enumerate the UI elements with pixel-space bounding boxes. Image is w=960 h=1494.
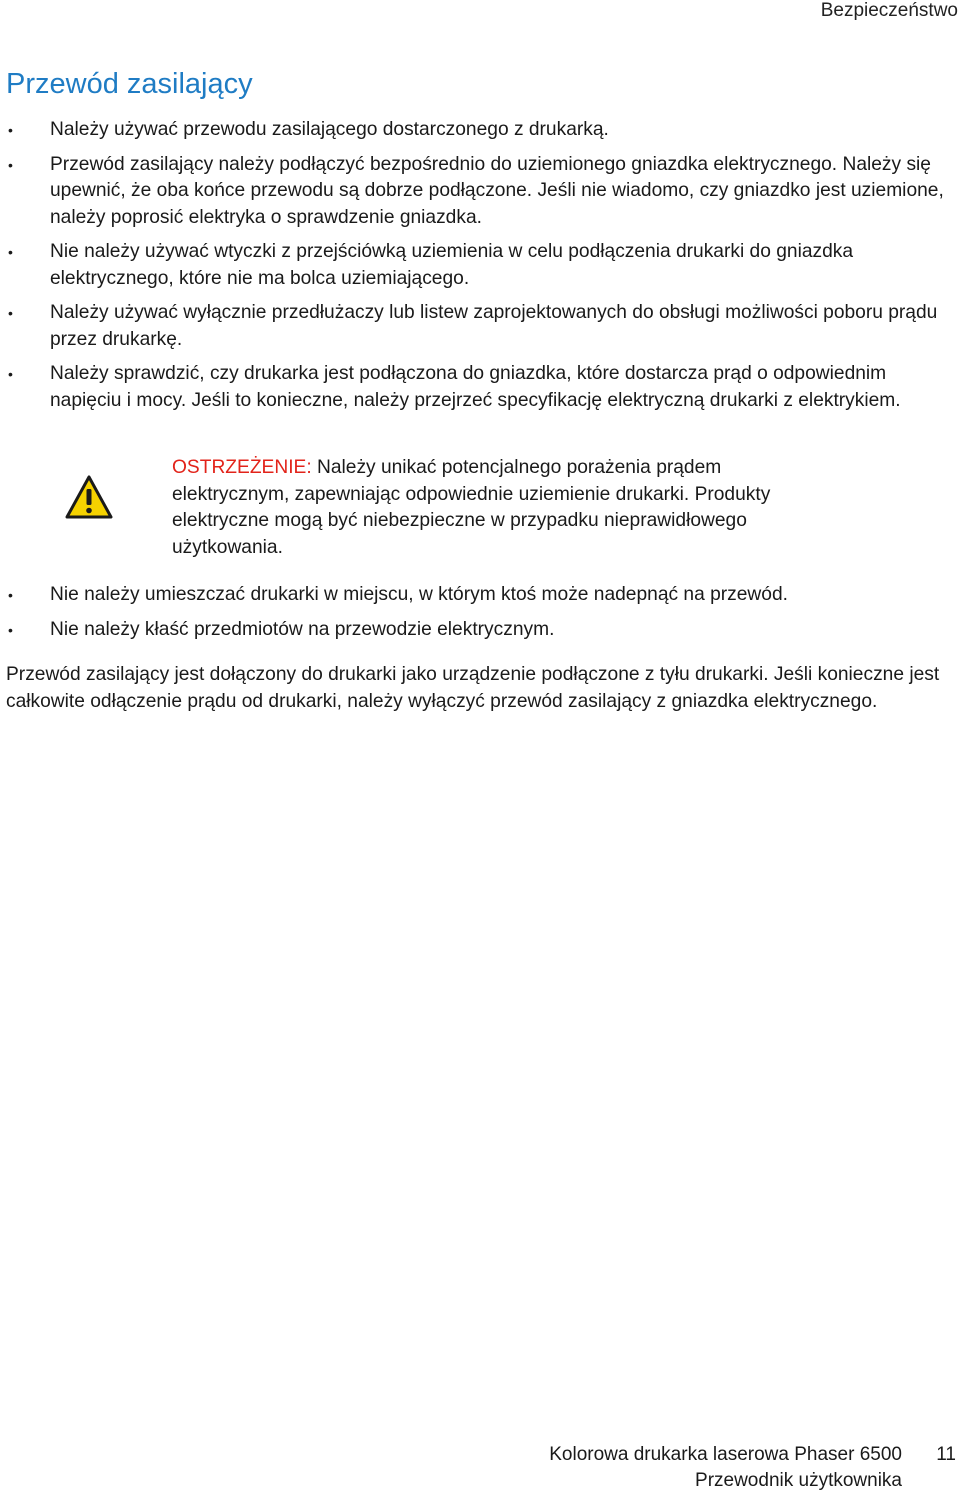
bullet-icon: • [8,244,13,260]
warning-label: OSTRZEŻENIE: [172,457,312,478]
list-item [0,239,960,292]
running-header: Bezpieczeństwo [820,0,958,21]
list-item-text: Należy używać wyłącznie przedłużaczy lub listew zaprojektowanych do obsługi możliwości poboru prądu przez drukarkę. [50,302,938,350]
requirements-list-bottom [0,582,960,651]
list-item-text: Przewód zasilający należy podłączyć bezpośrednio do uziemionego gniazdka elektrycznego. Należy się upewnić, że oba końce przewodu są dobrze podłączone. Jeśli nie wiadomo, czy gniazdko jest uziemione, należy poprosić elektryka o sprawdzenie gniazdka. [50,153,944,228]
list-item-text: Nie należy umieszczać drukarki w miejscu, w którym ktoś może nadepnąć na przewód. [50,584,788,605]
page-footer [0,1442,960,1492]
warning-triangle-icon [65,475,113,519]
list-item-text: Nie należy używać wtyczki z przejściówką uziemienia w celu podłączenia drukarki do gniazdka elektrycznego, które nie ma bolca uziemiającego. [50,241,854,289]
list-item [0,361,960,414]
list-item-text: Należy używać przewodu zasilającego dostarczonego z drukarką. [50,119,609,140]
closing-paragraph: Przewód zasilający jest dołączony do drukarki jako urządzenie podłączone z tyłu drukarki. Jeśli konieczne jest całkowite odłączenie prądu od drukarki, należy wyłączyć przewód zasilający z gniazdka elektrycznego. [6,664,940,712]
requirements-list-top [0,117,960,422]
footer-title [549,1442,902,1494]
footer-product: Kolorowa drukarka laserowa Phaser 6500 [549,1444,902,1465]
section-title: Przewód zasilający [6,68,253,100]
list-item [0,300,960,353]
bullet-icon: • [8,587,13,603]
warning-body: Należy unikać potencjalnego porażenia prądem elektrycznym, zapewniając odpowiednie uziemienie drukarki. Produkty elektryczne mogą być niebezpieczne w przypadku nieprawidłowego użytkowania. [172,457,771,558]
list-item-text: Nie należy kłaść przedmiotów na przewodzie elektrycznym. [50,618,555,640]
warning-text [172,455,812,561]
list-item [0,152,960,232]
warning-callout [0,455,960,565]
bullet-icon: • [8,122,13,138]
bullet-icon: • [8,366,13,382]
list-item-text: Należy sprawdzić, czy drukarka jest podłączona do gniazdka, które dostarcza prąd o odpowiednim napięciu i mocy. Jeśli to konieczne, należy przejrzeć specyfikację elektryczną drukarki z elektrykiem. [50,363,901,411]
list-item [0,617,960,644]
bullet-icon: • [8,621,13,638]
page-number: 11 [936,1444,956,1465]
list-item [0,117,960,144]
bullet-icon: • [8,156,13,173]
bullet-icon: • [8,305,13,321]
footer-guide: Przewodnik użytkownika [695,1470,902,1491]
list-item [0,582,960,609]
